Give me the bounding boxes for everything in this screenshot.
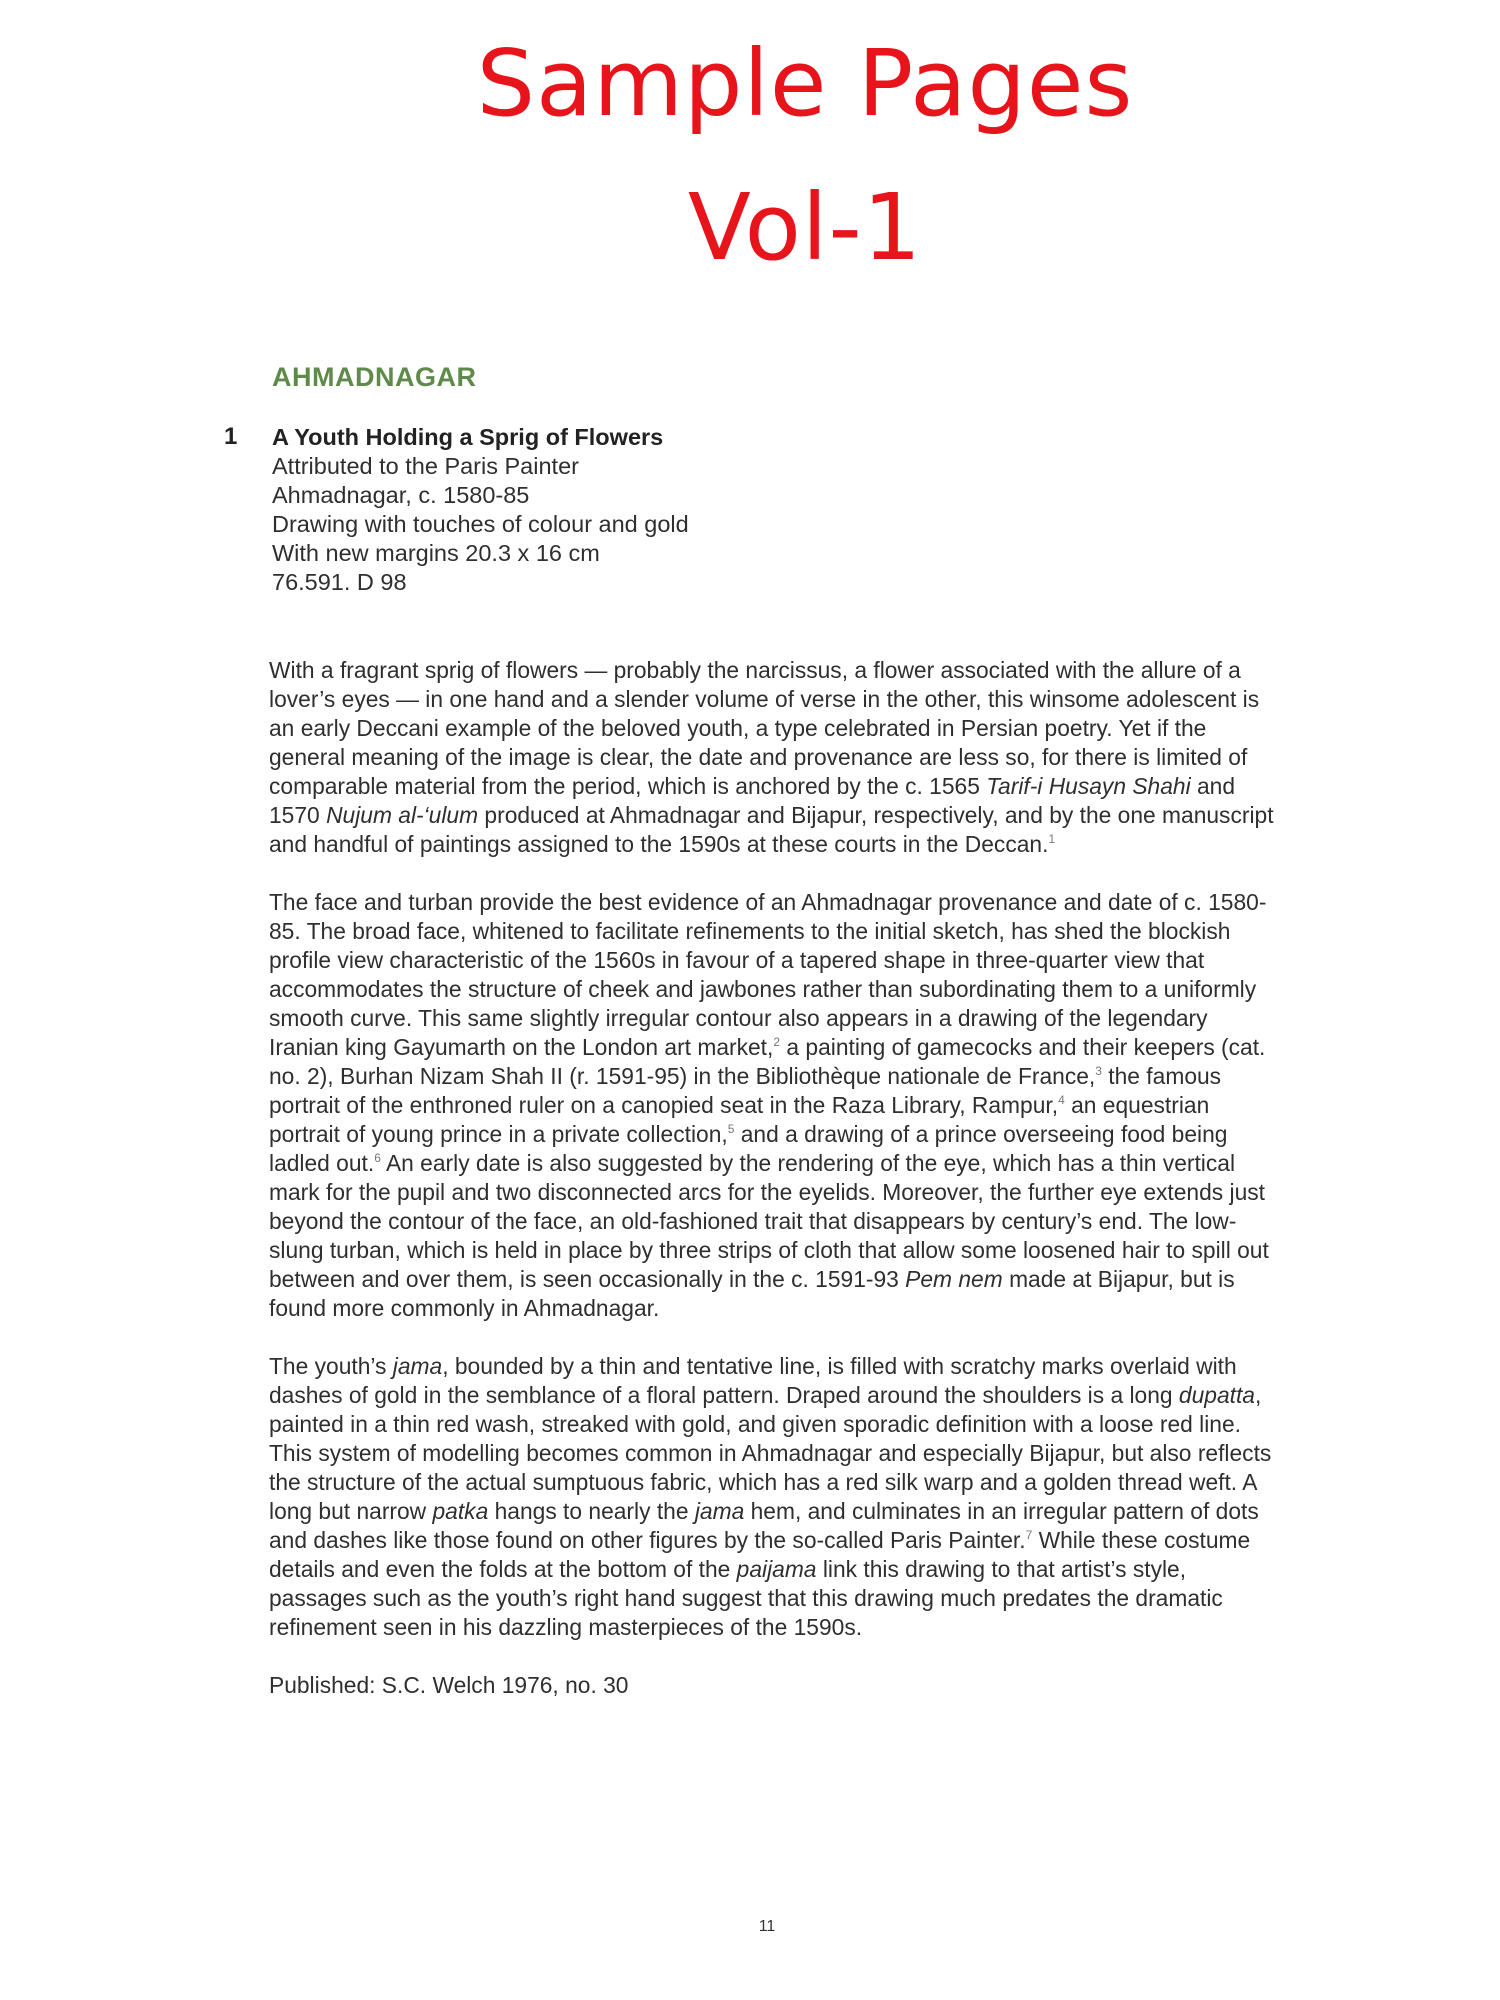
italic-title: Tarif-i Husayn Shahi bbox=[986, 773, 1191, 799]
essay-body bbox=[269, 656, 1274, 1729]
footnote-ref: 3 bbox=[1095, 1064, 1102, 1078]
text-run: made at Bijapur, but is found more commonly in Ahmadnagar. bbox=[269, 1266, 1235, 1321]
italic-term: jama bbox=[392, 1353, 443, 1379]
footnote-ref: 6 bbox=[374, 1151, 381, 1165]
text-run: a painting of gamecocks and their keepers (cat. no. 2), Burhan Nizam Shah II (r. 1591-95) in the Bibliothèque nationale de France, bbox=[269, 1034, 1266, 1089]
italic-title: Nujum al-‘ulum bbox=[326, 802, 479, 828]
text-run: the famous portrait of the enthroned ruler on a canopied seat in the Raza Library, Rampur, bbox=[269, 1063, 1222, 1118]
text-run: hem, and culminates in an irregular pattern of dots and dashes like those found on other figures by the so-called Paris Painter. bbox=[269, 1498, 1259, 1553]
text-run: , bounded by a thin and tentative line, is filled with scratchy marks overlaid with dashes of gold in the semblance of a floral pattern. Draped around the shoulders is a long bbox=[269, 1353, 1237, 1408]
text-run: An early date is also suggested by the rendering of the eye, which has a thin vertical mark for the pupil and two disconnected arcs for the eyelids. Moreover, the further eye extends just beyond the contour of the face, an old-fashioned trait that disappears by century’s end. The low-slung turban, which is held in place by three strips of cloth that allow some loosened hair to spill out between and over them, is seen occasionally in the c. 1591-93 bbox=[269, 1150, 1269, 1292]
text-run: produced at Ahmadnagar and Bijapur, respectively, and by the one manuscript and handful of paintings assigned to the 1590s at these courts in the Deccan. bbox=[269, 802, 1274, 857]
text-run: link this drawing to that artist’s style, passages such as the youth’s right hand suggest that this drawing much predates the dramatic refinement seen in his dazzling masterpieces of the 1590s. bbox=[269, 1556, 1223, 1640]
section-heading: AHMADNAGAR bbox=[272, 362, 477, 392]
footnote-ref: 2 bbox=[773, 1035, 781, 1049]
watermark-line-1: Sample Pages bbox=[476, 30, 1134, 137]
italic-term: dupatta bbox=[1178, 1382, 1255, 1408]
watermark-line-2: Vol-1 bbox=[687, 174, 923, 281]
paragraph-2 bbox=[269, 888, 1274, 1323]
text-run: and 1570 bbox=[269, 773, 1236, 828]
paragraph-3 bbox=[269, 1352, 1274, 1642]
footnote-ref: 5 bbox=[727, 1122, 735, 1136]
published-reference: Published: S.C. Welch 1976, no. 30 bbox=[269, 1672, 629, 1698]
footnote-ref: 1 bbox=[1048, 832, 1056, 846]
artwork-place-date: Ahmadnagar, c. 1580-85 bbox=[272, 482, 530, 508]
artwork-accession: 76.591. D 98 bbox=[272, 569, 407, 595]
text-run: and a drawing of a prince overseeing food being ladled out. bbox=[269, 1121, 1228, 1176]
paragraph-1 bbox=[269, 656, 1274, 859]
italic-title: Pem nem bbox=[905, 1266, 1003, 1292]
footnote-ref: 4 bbox=[1058, 1093, 1065, 1107]
artwork-medium: Drawing with touches of colour and gold bbox=[272, 511, 689, 537]
text-run: , painted in a thin red wash, streaked with gold, and given sporadic definition with a loose red line. This system of modelling becomes common in Ahmadnagar and especially Bijapur, but also reflects the structure of the actual sumptuous fabric, which has a red silk warp and a golden thread weft. A long but narrow bbox=[269, 1382, 1272, 1524]
text-run: an equestrian portrait of young prince in a private collection, bbox=[269, 1092, 1210, 1147]
italic-term: paijama bbox=[736, 1556, 817, 1582]
page-number: 11 bbox=[758, 1918, 776, 1935]
artwork-dimensions: With new margins 20.3 x 16 cm bbox=[272, 540, 600, 566]
catalog-details bbox=[272, 423, 1222, 597]
text-run: The face and turban provide the best evidence of an Ahmadnagar provenance and date of c. 1580-85. The broad face, whitened to facilitate refinements to the initial sketch, has shed the blockish profile view characteristic of the 1560s in favour of a tapered shape in three-quarter view that accommodates the structure of cheek and jawbones rather than subordinating them to a uniformly smooth curve. This same slightly irregular contour also appears in a drawing of the legendary Iranian king Gayumarth on the London art market, bbox=[269, 889, 1267, 1060]
catalog-number: 1 bbox=[224, 423, 238, 450]
italic-term: patka bbox=[432, 1498, 489, 1524]
text-run: hangs to nearly the bbox=[488, 1498, 695, 1524]
text-run: With a fragrant sprig of flowers — probably the narcissus, a flower associated with the allure of a lover’s eyes — in one hand and a slender volume of verse in the other, this winsome adolescent is an early Deccani example of the beloved youth, a type celebrated in Persian poetry. Yet if the general meaning of the image is clear, the date and provenance are less so, for there is limited of comparable material from the period, which is anchored by the c. 1565 bbox=[269, 657, 1260, 799]
text-run: The youth’s bbox=[269, 1353, 393, 1379]
text-run: While these costume details and even the folds at the bottom of the bbox=[269, 1527, 1251, 1582]
footnote-ref: 7 bbox=[1025, 1528, 1033, 1542]
artwork-title: A Youth Holding a Sprig of Flowers bbox=[272, 424, 664, 450]
italic-term: jama bbox=[694, 1498, 745, 1524]
artwork-attribution: Attributed to the Paris Painter bbox=[272, 453, 579, 479]
